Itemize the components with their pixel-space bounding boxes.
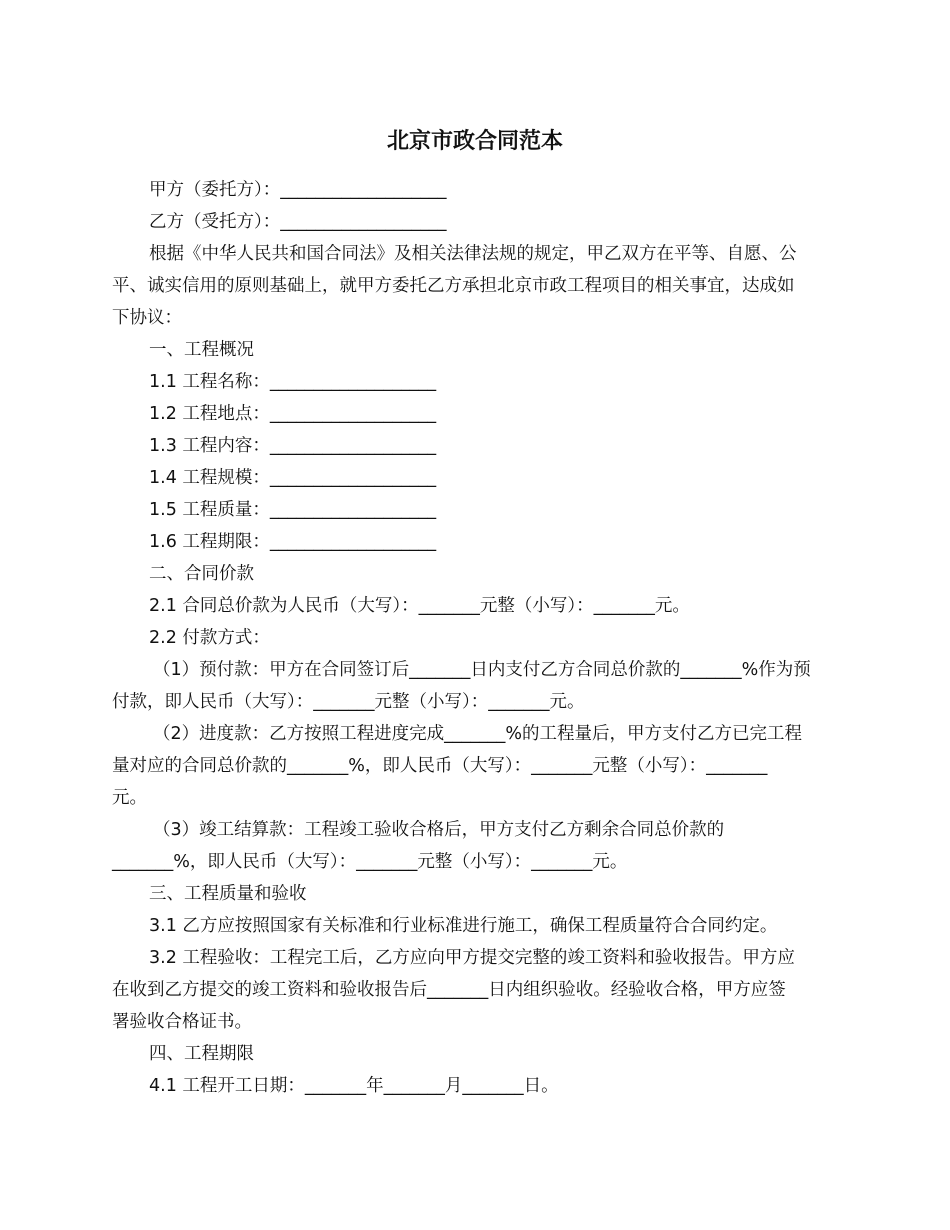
clause-1-2: 1.2 工程地点：___________________ [149, 404, 437, 424]
clause-1-6: 1.6 工程期限：___________________ [149, 532, 437, 552]
section-heading-3: 三、工程质量和验收 [149, 884, 307, 904]
payment-item-2-line-3: 元。 [112, 788, 147, 808]
preamble-line-1: 根据《中华人民共和国合同法》及相关法律法规的规定，甲乙双方在平等、自愿、公 [149, 244, 797, 264]
clause-3-2-line-1: 3.2 工程验收：工程完工后，乙方应向甲方提交完整的竣工资料和验收报告。甲方应 [149, 948, 795, 968]
payment-item-3-line-2: _______%，即人民币（大写）：_______元整（小写）：_______元。 [112, 852, 628, 872]
clause-2-1: 2.1 合同总价款为人民币（大写）：_______元整（小写）：_______元。 [149, 596, 690, 616]
clause-1-3: 1.3 工程内容：___________________ [149, 436, 437, 456]
section-heading-2: 二、合同价款 [149, 564, 254, 584]
preamble-line-2: 平、诚实信用的原则基础上，就甲方委托乙方承担北京市政工程项目的相关事宜，达成如 [112, 276, 795, 296]
section-heading-1: 一、工程概况 [149, 340, 254, 360]
clause-3-1: 3.1 乙方应按照国家有关标准和行业标准进行施工，确保工程质量符合合同约定。 [149, 916, 778, 936]
payment-item-1-line-2: 付款，即人民币（大写）：_______元整（小写）：_______元。 [112, 692, 585, 712]
payment-item-3-line-1: （3）竣工结算款：工程竣工验收合格后，甲方支付乙方剩余合同总价款的 [153, 820, 725, 840]
clause-3-2-line-3: 署验收合格证书。 [112, 1012, 252, 1032]
payment-item-2-line-2: 量对应的合同总价款的_______%，即人民币（大写）：_______元整（小写）：_______ [112, 756, 768, 776]
section-heading-4: 四、工程期限 [149, 1044, 254, 1064]
clause-2-2: 2.2 付款方式： [149, 628, 270, 648]
party-a-line: 甲方（委托方）：___________________ [149, 180, 447, 200]
clause-4-1: 4.1 工程开工日期：_______年_______月_______日。 [149, 1076, 559, 1096]
payment-item-2-line-1: （2）进度款：乙方按照工程进度完成_______%的工程量后，甲方支付乙方已完工程 [153, 724, 803, 744]
payment-item-1-line-1: （1）预付款：甲方在合同签订后_______日内支付乙方合同总价款的_______%作为预 [153, 660, 811, 680]
document-title: 北京市政合同范本 [386, 129, 563, 154]
clause-1-4: 1.4 工程规模：___________________ [149, 468, 437, 488]
clause-3-2-line-2: 在收到乙方提交的竣工资料和验收报告后_______日内组织验收。经验收合格，甲方应签 [112, 980, 786, 1000]
clause-1-1: 1.1 工程名称：___________________ [149, 372, 437, 392]
party-b-line: 乙方（受托方）：___________________ [149, 212, 447, 232]
preamble-line-3: 下协议： [112, 308, 182, 328]
clause-1-5: 1.5 工程质量：___________________ [149, 500, 437, 520]
